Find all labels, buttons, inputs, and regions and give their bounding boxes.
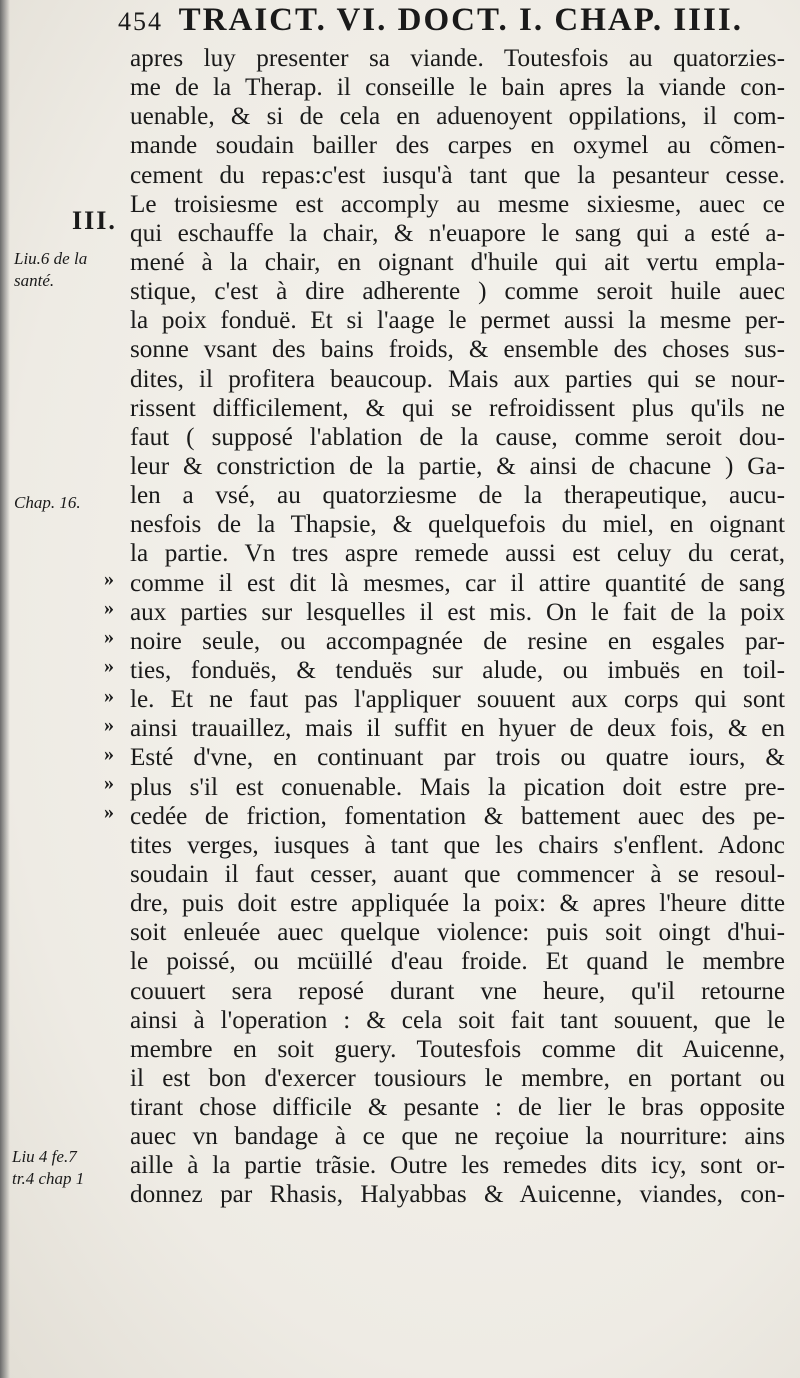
text-line: cement du repas:c'est iusqu'à tant que la pesanteur cesse. xyxy=(130,161,785,189)
text-line: la poix fonduë. Et si l'aage le permet aussi la mesme per- xyxy=(130,307,785,335)
text-line: len a vsé, au quatorziesme de la therapeutique, aucu- xyxy=(130,482,785,510)
text-line: auec vn bandage à ce que ne reçoiue la nourriture: ains xyxy=(130,1123,785,1151)
text-line: noire seule, ou accompagnée de resine en esgales par- xyxy=(130,627,785,655)
text-line: dites, il profitera beaucoup. Mais aux parties qui se nour- xyxy=(130,365,785,393)
text-line: ainsi à l'operation : & cela soit fait tant souuent, que le xyxy=(130,1006,785,1034)
running-header xyxy=(118,2,790,42)
section-number: III. xyxy=(72,206,117,235)
text-line: uenable, & si de cela en aduenoyent oppilations, il com- xyxy=(130,103,785,131)
margin-note-line: Liu.6 de la xyxy=(14,249,88,268)
quote-mark: » xyxy=(104,684,114,707)
text-line: plus s'il est conuenable. Mais la pication doit estre pre- xyxy=(130,773,785,801)
text-line: dre, puis doit estre appliquée la poix: & apres l'heure ditte xyxy=(130,890,785,918)
quote-mark: » xyxy=(104,655,114,678)
quote-mark: » xyxy=(104,742,114,765)
text-line: couuert sera reposé durant vne heure, qu'il retourne xyxy=(130,977,785,1005)
margin-note-line: tr.4 chap 1 xyxy=(12,1169,85,1188)
page-number: 454 xyxy=(118,7,163,36)
text-line: mené à la chair, en oignant d'huile qui ait vertu empla- xyxy=(130,248,785,276)
text-line: soudain il faut cesser, auant que commencer à se resoul- xyxy=(130,860,785,888)
citation-quote-marks xyxy=(104,565,114,827)
text-line: ties, fonduës, & tenduës sur alude, ou imbuës en toil- xyxy=(130,656,785,684)
text-line: leur & constriction de la partie, & ainsi de chacune ) Ga- xyxy=(130,452,785,480)
margin-note-chap-16 xyxy=(14,492,81,514)
text-line: rissent difficilement, & qui se refroidissent plus qu'ils ne xyxy=(130,394,785,422)
text-line: le poissé, ou mcüillé d'eau froide. Et quand le membre xyxy=(130,948,785,976)
text-line: tirant chose difficile & pesante : de lier le bras opposite xyxy=(130,1094,785,1122)
text-line: apres luy presenter sa viande. Toutesfois au quatorzies- xyxy=(130,45,785,72)
text-line: faut ( supposé l'ablation de la cause, comme seroit dou- xyxy=(130,423,785,451)
body-text xyxy=(130,44,785,1210)
text-line: stique, c'est à dire adherente ) comme seroit huile auec xyxy=(130,278,785,306)
text-line: nesfois de la Thapsie, & quelquefois du miel, en oignant xyxy=(130,511,785,539)
text-line: cedée de friction, fomentation & battement auec des pe- xyxy=(130,802,785,830)
text-line: mande soudain bailler des carpes en oxymel au cõmen- xyxy=(130,132,785,160)
text-line: qui eschauffe la chair, & n'euapore le sang qui a esté a- xyxy=(130,219,785,247)
text-line: me de la Therap. il conseille le bain apres la viande con- xyxy=(130,74,785,102)
margin-note-line: Liu 4 fe.7 xyxy=(12,1147,77,1166)
text-line: Le troisiesme est accomply au mesme sixiesme, auec ce xyxy=(130,190,785,218)
quote-mark: » xyxy=(104,568,114,590)
running-title: TRAICT. VI. DOCT. I. CHAP. IIII. xyxy=(178,2,743,38)
quote-mark: » xyxy=(104,713,114,736)
margin-note-line: santé. xyxy=(14,271,55,290)
quote-mark: » xyxy=(104,771,114,794)
text-line: ainsi trauaillez, mais il suffit en hyuer de deux fois, & en xyxy=(130,715,785,743)
text-line: donnez par Rhasis, Halyabbas & Auicenne, viandes, con- xyxy=(130,1181,785,1209)
page-edge-shadow xyxy=(0,0,10,1378)
margin-note-livre-6 xyxy=(14,248,87,292)
quote-mark: » xyxy=(104,626,114,649)
margin-note-livre-4 xyxy=(12,1146,84,1190)
text-line: sonne vsant des bains froids, & ensemble des choses sus- xyxy=(130,336,785,364)
text-line: aux parties sur lesquelles il est mis. On le fait de la poix xyxy=(130,598,785,626)
text-line: Esté d'vne, en continuant par trois ou quatre iours, & xyxy=(130,744,785,772)
text-line: aille à la partie trãsie. Outre les remedes dits icy, sont or- xyxy=(130,1152,785,1180)
quote-mark: » xyxy=(104,801,114,824)
text-line: comme il est dit là mesmes, car il attire quantité de sang xyxy=(130,569,785,597)
text-line: tites verges, iusques à tant que les chairs s'enflent. Adonc xyxy=(130,831,785,859)
text-line: soit enleuée auec quelque violence: puis soit oingt d'hui- xyxy=(130,919,785,947)
text-line: la partie. Vn tres aspre remede aussi est celuy du cerat, xyxy=(130,540,785,568)
margin-note-line: Chap. 16. xyxy=(14,493,81,512)
text-line: le. Et ne faut pas l'appliquer souuent aux corps qui sont xyxy=(130,686,785,714)
text-line: il est bon d'exercer tousiours le membre, en portant ou xyxy=(130,1064,785,1092)
text-line: membre en soit guery. Toutesfois comme dit Auicenne, xyxy=(130,1035,785,1063)
quote-mark: » xyxy=(104,597,114,620)
